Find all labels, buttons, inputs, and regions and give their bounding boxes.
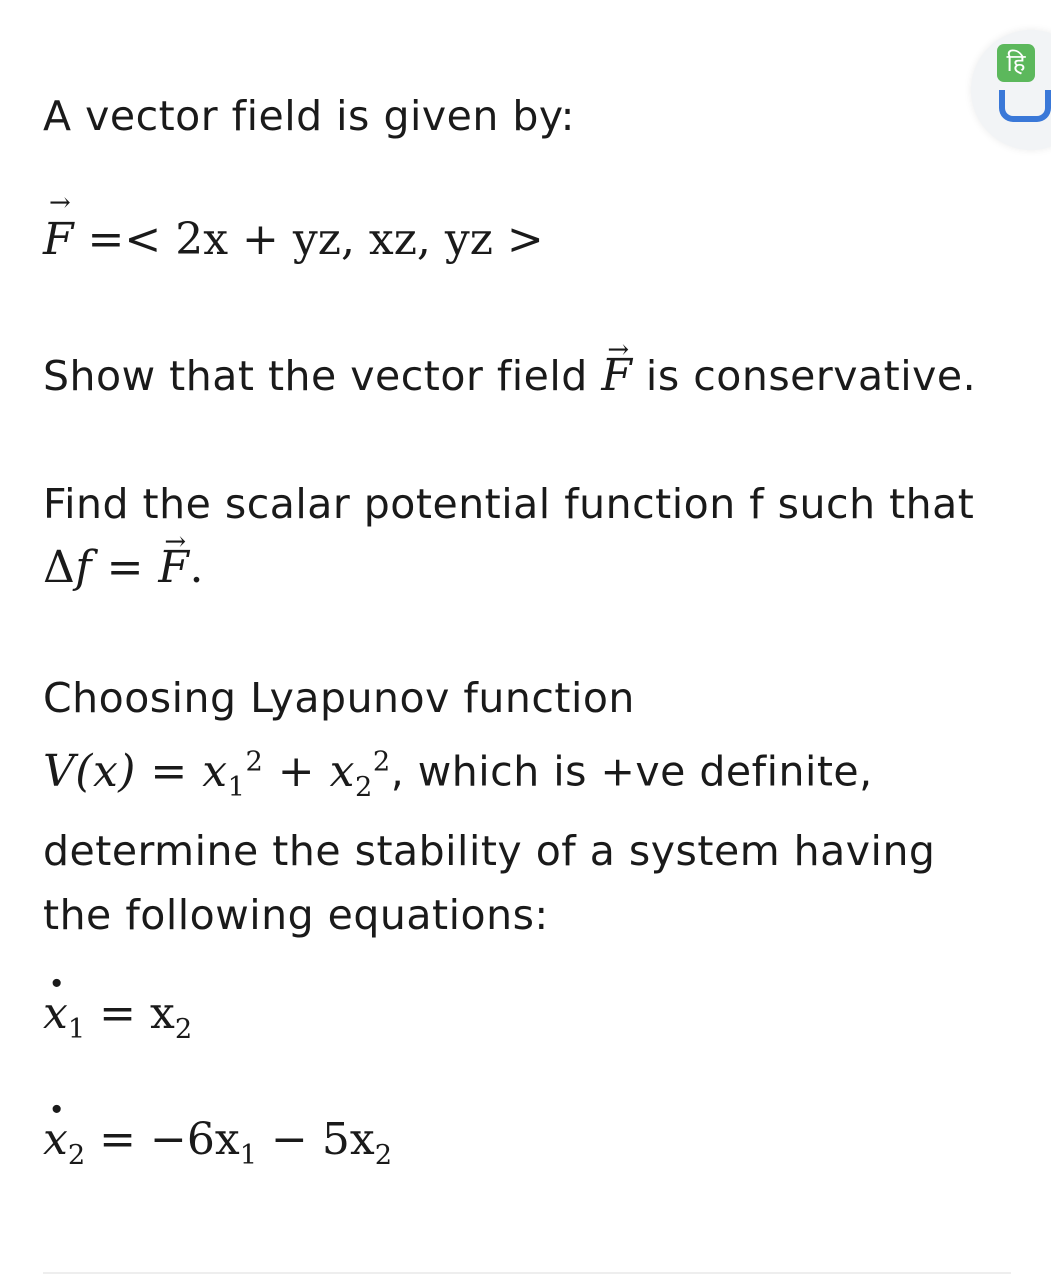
sup-1: 2 xyxy=(245,746,264,777)
intro-text: A vector field is given by: xyxy=(43,92,575,140)
lyapunov-line1: Choosing Lyapunov function xyxy=(43,674,635,722)
lyapunov-expression-b: + x xyxy=(263,745,355,797)
sub-2: 2 xyxy=(354,771,373,803)
delta-symbol: Δ xyxy=(43,542,76,593)
show-text-part2: is conservative. xyxy=(632,352,977,400)
x-dot-2: · x xyxy=(43,1114,68,1165)
eq1-sub: 1 xyxy=(67,1013,86,1045)
lyapunov-line2 xyxy=(43,730,1011,819)
equation-1 xyxy=(43,988,192,1045)
eq1-rhs-sub: 2 xyxy=(174,1013,193,1045)
bottom-divider xyxy=(43,1272,1011,1274)
eq2-rhs-sub2: 2 xyxy=(374,1139,393,1171)
lyapunov-text xyxy=(43,666,1011,947)
V-symbol: V xyxy=(43,745,76,797)
vector-F-gradient: → F xyxy=(158,536,189,600)
eq2-rhs-sub1: 1 xyxy=(239,1139,258,1171)
eq2-rhs-a: = −6x xyxy=(85,1114,240,1165)
lyapunov-line3: determine the stability of a system having xyxy=(43,827,936,876)
vector-field-rhs: =< 2x + yz, xz, yz > xyxy=(87,214,544,265)
gradient-equation xyxy=(43,536,1011,600)
f-symbol: f xyxy=(75,542,93,593)
eq2-sub: 2 xyxy=(67,1139,86,1171)
eq2-rhs-b: − 5x xyxy=(257,1114,375,1165)
find-text-line: Find the scalar potential function f such that xyxy=(43,480,975,528)
vector-field-equation xyxy=(43,214,544,265)
find-potential-text xyxy=(43,472,1011,600)
sup-2: 2 xyxy=(372,746,391,777)
equation-2 xyxy=(43,1114,392,1171)
vector-F-inline: → F xyxy=(601,344,632,408)
eq1-rhs: = x xyxy=(85,988,175,1039)
vector-F: → F xyxy=(43,214,74,265)
lyapunov-line4: the following equations: xyxy=(43,891,549,940)
x-dot-1: · x xyxy=(43,988,68,1039)
lyapunov-definite-text: , which is +ve definite, xyxy=(390,747,873,796)
show-text-part1: Show that the vector field xyxy=(43,352,602,400)
equals-symbol: = xyxy=(92,542,159,593)
show-conservative-text xyxy=(43,344,1011,408)
period: . xyxy=(189,542,204,593)
lyapunov-expression-a: (x) = x xyxy=(75,745,228,797)
sub-1: 1 xyxy=(227,771,246,803)
translate-icon: हि xyxy=(997,44,1035,82)
